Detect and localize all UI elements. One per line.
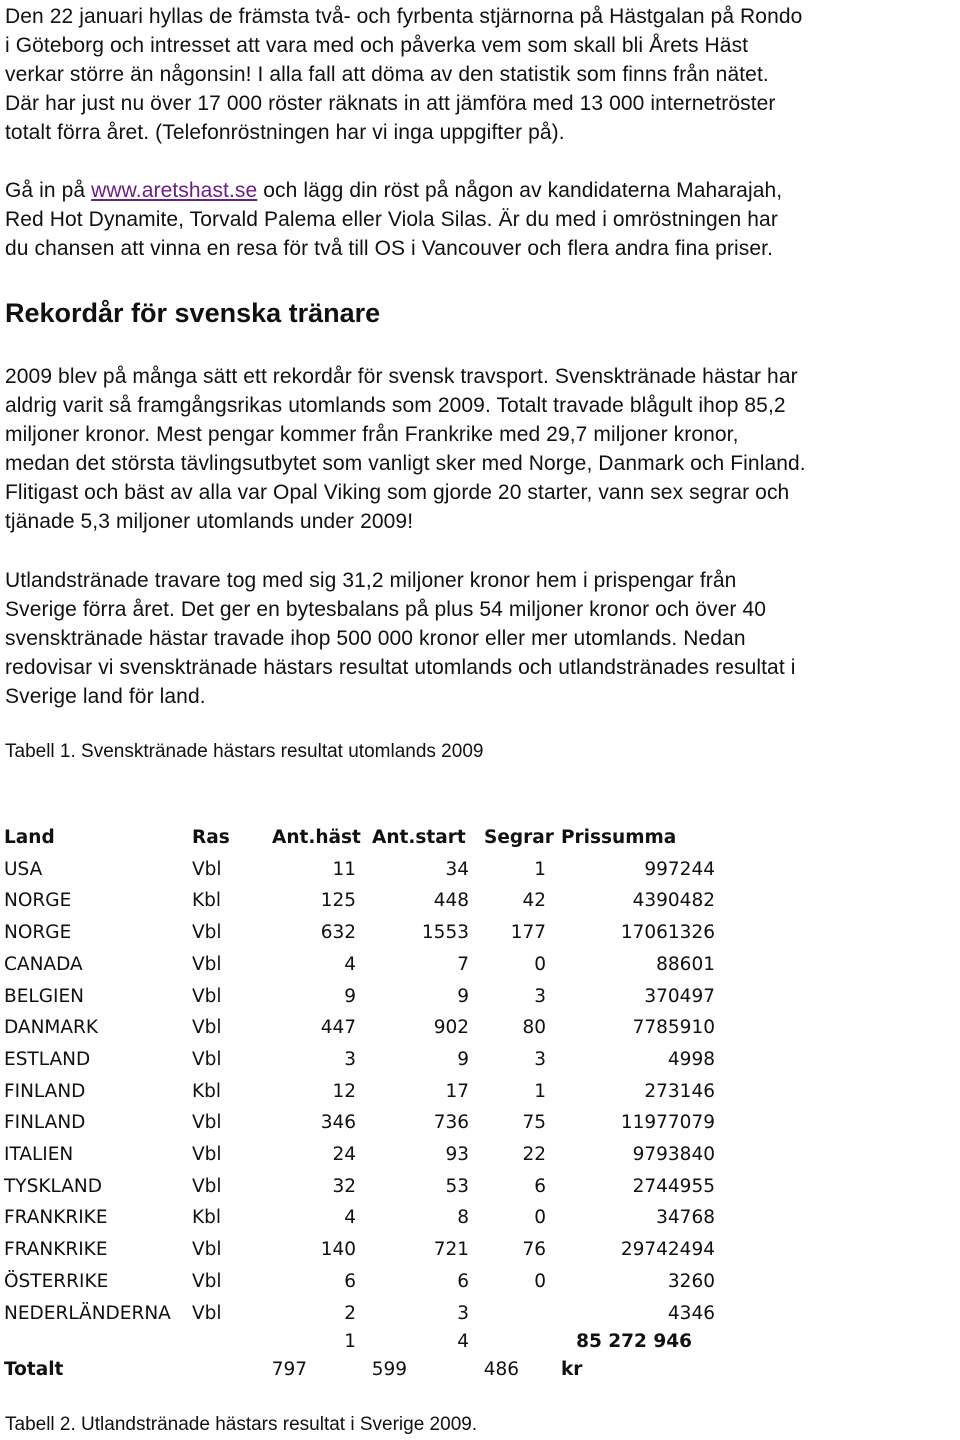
cell-segrar: 76 bbox=[522, 1239, 546, 1261]
cell-land: BELGIEN bbox=[4, 985, 85, 1007]
header-ant-hast: Ant.häst bbox=[272, 827, 361, 848]
cell-prissumma: 370497 bbox=[644, 985, 715, 1007]
intro-line-1: Den 22 januari hyllas de främsta två- och fyrbenta stjärnorna på Hästgalan på Rondo bbox=[5, 5, 803, 28]
cell-ant-start: 93 bbox=[445, 1144, 469, 1165]
cell-segrar: 3 bbox=[534, 1048, 546, 1070]
intro-line-4: Där har just nu över 17 000 röster räknats in att jämföra med 13 000 internetröster bbox=[5, 92, 776, 115]
total-pris-unit: kr bbox=[561, 1359, 583, 1381]
header-ras: Ras bbox=[192, 827, 230, 848]
cell-prissumma: 34768 bbox=[656, 1207, 715, 1229]
table2-caption: Tabell 2. Utlandstränade hästars resultat i Sverige 2009. bbox=[5, 1414, 478, 1435]
table-row bbox=[0, 917, 960, 948]
cell-ant-hast: 632 bbox=[320, 922, 356, 944]
cell-prissumma: 2744955 bbox=[632, 1175, 715, 1197]
cell-ant-start: 6 bbox=[457, 1270, 469, 1292]
cell-prissumma: 4346 bbox=[667, 1302, 715, 1324]
header-prissumma: Prissumma bbox=[561, 827, 677, 848]
table-row bbox=[0, 1044, 960, 1075]
total-hast-upper: 1 bbox=[344, 1331, 356, 1353]
cell-ant-hast: 32 bbox=[332, 1175, 356, 1197]
header-segrar: Segrar bbox=[484, 827, 554, 848]
table-row bbox=[0, 1076, 960, 1107]
table-row bbox=[0, 1171, 960, 1202]
cell-land: FRANKRIKE bbox=[4, 1239, 108, 1261]
aretshast-link[interactable]: www.aretshast.se bbox=[91, 179, 258, 202]
cell-ant-start: 7 bbox=[457, 953, 469, 975]
cell-ant-start: 448 bbox=[433, 890, 469, 912]
cell-ant-hast: 346 bbox=[320, 1112, 356, 1134]
cell-ant-hast: 4 bbox=[344, 1207, 356, 1229]
cell-ant-hast: 9 bbox=[344, 985, 356, 1007]
cell-prissumma: 7785910 bbox=[632, 1017, 715, 1039]
total-row-upper bbox=[0, 1326, 960, 1357]
cell-land: ÖSTERRIKE bbox=[4, 1270, 109, 1292]
cell-ant-hast: 12 bbox=[332, 1080, 356, 1102]
cell-segrar: 0 bbox=[534, 953, 546, 975]
total-start: 599 bbox=[371, 1359, 407, 1381]
cell-segrar: 1 bbox=[534, 1080, 546, 1102]
header-ant-start: Ant.start bbox=[372, 827, 466, 848]
cell-prissumma: 997244 bbox=[644, 858, 715, 880]
cell-ant-hast: 24 bbox=[332, 1144, 356, 1165]
cell-ras: Vbl bbox=[192, 1239, 222, 1261]
cell-ant-hast: 140 bbox=[320, 1239, 356, 1261]
cell-prissumma: 3260 bbox=[667, 1270, 715, 1292]
record-line-1: 2009 blev på många sätt ett rekordår för svensk travsport. Svensktränade hästar har bbox=[5, 365, 798, 388]
cell-ras: Vbl bbox=[192, 1112, 222, 1134]
cell-ant-start: 902 bbox=[433, 1017, 469, 1039]
cell-ant-start: 8 bbox=[457, 1207, 469, 1229]
cell-ant-hast: 447 bbox=[320, 1017, 356, 1039]
total-hast: 797 bbox=[271, 1359, 307, 1381]
cell-ras: Vbl bbox=[192, 858, 222, 880]
intro-line-5: totalt förra året. (Telefonröstningen har vi inga uppgifter på). bbox=[5, 121, 565, 144]
cell-prissumma: 4390482 bbox=[632, 890, 715, 912]
cell-ant-start: 721 bbox=[433, 1239, 469, 1261]
cell-land: FINLAND bbox=[4, 1080, 86, 1102]
table-row bbox=[0, 1202, 960, 1233]
cell-segrar: 177 bbox=[510, 922, 546, 944]
table-row bbox=[0, 1139, 960, 1170]
cell-ant-start: 34 bbox=[445, 858, 469, 880]
cell-land: ITALIEN bbox=[4, 1144, 74, 1165]
total-row bbox=[0, 1354, 960, 1385]
cell-ant-start: 53 bbox=[445, 1175, 469, 1197]
cell-land: ESTLAND bbox=[4, 1048, 91, 1070]
cell-prissumma: 4998 bbox=[667, 1048, 715, 1070]
intro-line-3: verkar större än någonsin! I alla fall att döma av den statistik som finns från nätet. bbox=[5, 63, 769, 86]
cell-ras: Vbl bbox=[192, 1302, 222, 1324]
cell-ant-hast: 4 bbox=[344, 953, 356, 975]
cell-land: TYSKLAND bbox=[4, 1175, 102, 1197]
table-row bbox=[0, 1012, 960, 1043]
balance-line-2: Sverige förra året. Det ger en bytesbalans på plus 54 miljoner kronor och över 40 bbox=[5, 598, 767, 621]
cell-ant-start: 9 bbox=[457, 985, 469, 1007]
cell-ras: Kbl bbox=[192, 1207, 222, 1229]
cell-prissumma: 9793840 bbox=[632, 1144, 715, 1165]
vote-line-2: Red Hot Dynamite, Torvald Palema eller Viola Silas. Är du med i omröstningen har bbox=[5, 208, 778, 231]
total-label: Totalt bbox=[4, 1359, 64, 1381]
table-row bbox=[0, 854, 960, 885]
cell-land: FINLAND bbox=[4, 1112, 86, 1134]
cell-ant-hast: 3 bbox=[344, 1048, 356, 1070]
cell-segrar: 80 bbox=[522, 1017, 546, 1039]
table-row bbox=[0, 949, 960, 980]
total-segrar: 486 bbox=[483, 1359, 519, 1381]
record-line-4: medan det största tävlingsutbytet som vanligt sker med Norge, Danmark och Finland. bbox=[5, 452, 806, 475]
table1-caption: Tabell 1. Svensktränade hästars resultat utomlands 2009 bbox=[5, 741, 484, 762]
cell-ras: Vbl bbox=[192, 1270, 222, 1292]
cell-segrar: 75 bbox=[522, 1112, 546, 1134]
cell-land: USA bbox=[4, 858, 43, 880]
record-line-5: Flitigast och bäst av alla var Opal Viking som gjorde 20 starter, vann sex segrar och bbox=[5, 481, 790, 504]
cell-prissumma: 29742494 bbox=[620, 1239, 715, 1261]
section-heading: Rekordår för svenska tränare bbox=[5, 298, 381, 328]
cell-segrar: 6 bbox=[534, 1175, 546, 1197]
cell-land: DANMARK bbox=[4, 1017, 99, 1039]
cell-ant-start: 17 bbox=[445, 1080, 469, 1102]
cell-segrar: 42 bbox=[522, 890, 546, 912]
vote-prefix: Gå in på bbox=[5, 179, 92, 202]
cell-land: NEDERLÄNDERNA bbox=[4, 1302, 171, 1324]
table-row bbox=[0, 1107, 960, 1138]
total-pris-upper: 85 272 946 bbox=[576, 1331, 692, 1353]
cell-ras: Vbl bbox=[192, 1048, 222, 1070]
cell-ras: Vbl bbox=[192, 1017, 222, 1039]
cell-prissumma: 11977079 bbox=[620, 1112, 715, 1134]
table-row bbox=[0, 1234, 960, 1265]
table-row bbox=[0, 1298, 960, 1329]
cell-land: NORGE bbox=[4, 922, 72, 944]
balance-line-5: Sverige land för land. bbox=[5, 685, 206, 708]
record-line-3: miljoner kronor. Mest pengar kommer från Frankrike med 29,7 miljoner kronor, bbox=[5, 423, 739, 446]
balance-line-4: redovisar vi svensktränade hästars resultat utomlands och utlandstränades resultat i bbox=[5, 656, 796, 679]
cell-ras: Vbl bbox=[192, 985, 222, 1007]
record-line-6: tjänade 5,3 miljoner utomlands under 2009! bbox=[5, 510, 414, 533]
cell-prissumma: 17061326 bbox=[620, 922, 715, 944]
cell-ant-start: 9 bbox=[457, 1048, 469, 1070]
cell-segrar: 1 bbox=[534, 858, 546, 880]
header-land: Land bbox=[4, 827, 55, 848]
cell-ras: Vbl bbox=[192, 953, 222, 975]
cell-ant-start: 3 bbox=[457, 1302, 469, 1324]
cell-land: NORGE bbox=[4, 890, 72, 912]
cell-segrar: 22 bbox=[522, 1144, 546, 1165]
cell-segrar: 0 bbox=[534, 1270, 546, 1292]
cell-ant-hast: 2 bbox=[344, 1302, 356, 1324]
table-row bbox=[0, 1266, 960, 1297]
cell-ant-hast: 125 bbox=[320, 890, 356, 912]
cell-land: CANADA bbox=[4, 953, 83, 975]
cell-ras: Vbl bbox=[192, 1175, 222, 1197]
cell-ras: Vbl bbox=[192, 1144, 222, 1165]
table-row bbox=[0, 981, 960, 1012]
cell-land: FRANKRIKE bbox=[4, 1207, 108, 1229]
balance-line-3: svensktränade hästar travade ihop 500 000 kronor eller mer utomlands. Nedan bbox=[5, 627, 746, 650]
cell-ras: Kbl bbox=[192, 1080, 222, 1102]
table-header-row bbox=[0, 822, 960, 853]
total-start-upper: 4 bbox=[457, 1331, 469, 1353]
vote-line-1 bbox=[5, 176, 955, 205]
intro-line-2: i Göteborg och intresset att vara med och påverka vem som skall bli Årets Häst bbox=[5, 34, 749, 57]
cell-ras: Vbl bbox=[192, 922, 222, 944]
cell-ant-hast: 11 bbox=[332, 858, 356, 880]
cell-segrar: 0 bbox=[534, 1207, 546, 1229]
cell-prissumma: 273146 bbox=[644, 1080, 715, 1102]
record-line-2: aldrig varit så framgångsrikas utomlands som 2009. Totalt travade blågult ihop 85,2 bbox=[5, 394, 786, 417]
table-row bbox=[0, 885, 960, 916]
balance-line-1: Utlandstränade travare tog med sig 31,2 miljoner kronor hem i prispengar från bbox=[5, 569, 737, 592]
cell-ras: Kbl bbox=[192, 890, 222, 912]
cell-ant-start: 1553 bbox=[421, 922, 469, 944]
cell-ant-start: 736 bbox=[433, 1112, 469, 1134]
cell-ant-hast: 6 bbox=[344, 1270, 356, 1292]
cell-segrar: 3 bbox=[534, 985, 546, 1007]
cell-prissumma: 88601 bbox=[656, 953, 715, 975]
vote-line-1-rest: och lägg din röst på någon av kandidaterna Maharajah, bbox=[257, 179, 783, 202]
vote-line-3: du chansen att vinna en resa för två till OS i Vancouver och flera andra fina priser. bbox=[5, 237, 774, 260]
